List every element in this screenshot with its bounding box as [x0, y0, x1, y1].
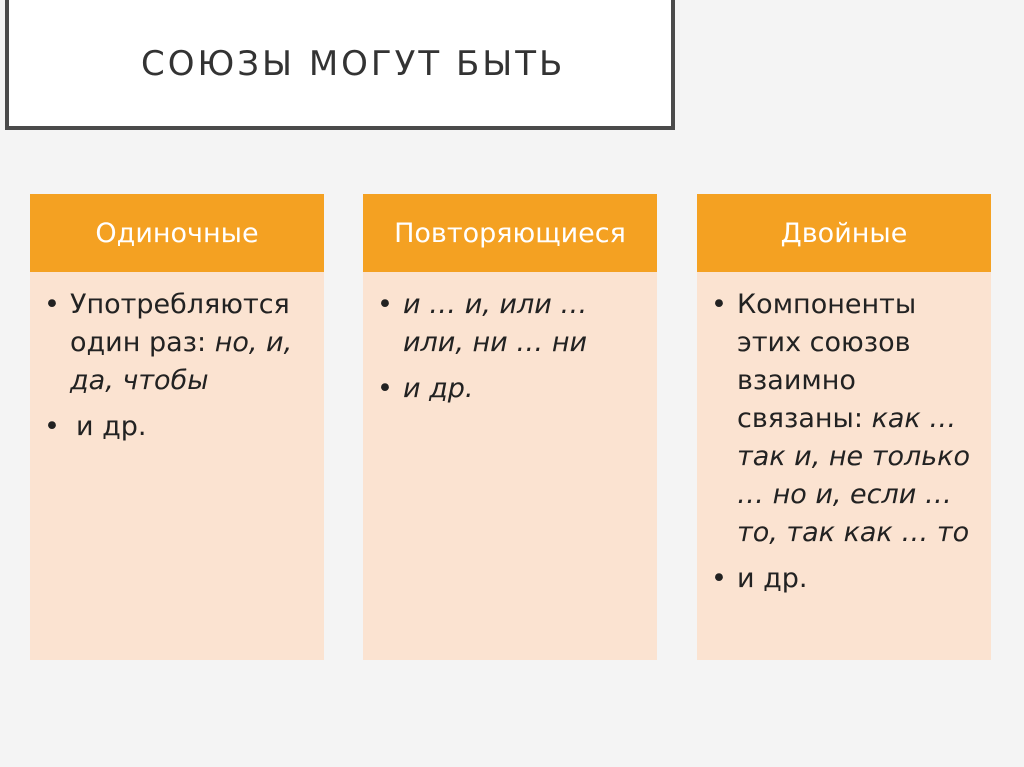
item-examples: как … так и, не только … но и, если … то, так как … то [737, 403, 970, 548]
list-item [711, 560, 979, 598]
item-text: и др. [76, 411, 147, 442]
item-examples: но, и, да, чтобы [70, 327, 293, 396]
column-header: Повторяющиеся [363, 194, 657, 272]
bullet-icon: • [711, 289, 727, 320]
column-header: Одиночные [30, 194, 324, 272]
column-single [30, 194, 324, 660]
list-item [44, 408, 312, 446]
item-text: и др. [737, 563, 808, 594]
list-item [44, 286, 312, 400]
bullet-list [377, 286, 645, 408]
item-text: Употребляются один раз: [70, 289, 290, 358]
list-item [377, 286, 645, 362]
bullet-icon: • [44, 411, 60, 442]
column-double [697, 194, 991, 660]
column-body [697, 272, 991, 660]
bullet-icon: • [377, 373, 393, 404]
item-examples: и … и, или … или, ни … ни [403, 289, 588, 358]
bullet-icon: • [377, 289, 393, 320]
column-body [30, 272, 324, 660]
bullet-list [44, 286, 312, 446]
list-item [377, 370, 645, 408]
item-text: Компоненты этих союзов взаимно связаны: [737, 289, 917, 434]
item-examples: и др. [403, 373, 474, 404]
bullet-icon: • [44, 289, 60, 320]
column-header: Двойные [697, 194, 991, 272]
bullet-list [711, 286, 979, 598]
list-item [711, 286, 979, 552]
slide-title: СОЮЗЫ МОГУТ БЫТЬ [141, 44, 566, 84]
column-repeating [363, 194, 657, 660]
bullet-icon: • [711, 563, 727, 594]
column-body [363, 272, 657, 660]
title-box [5, 0, 675, 130]
